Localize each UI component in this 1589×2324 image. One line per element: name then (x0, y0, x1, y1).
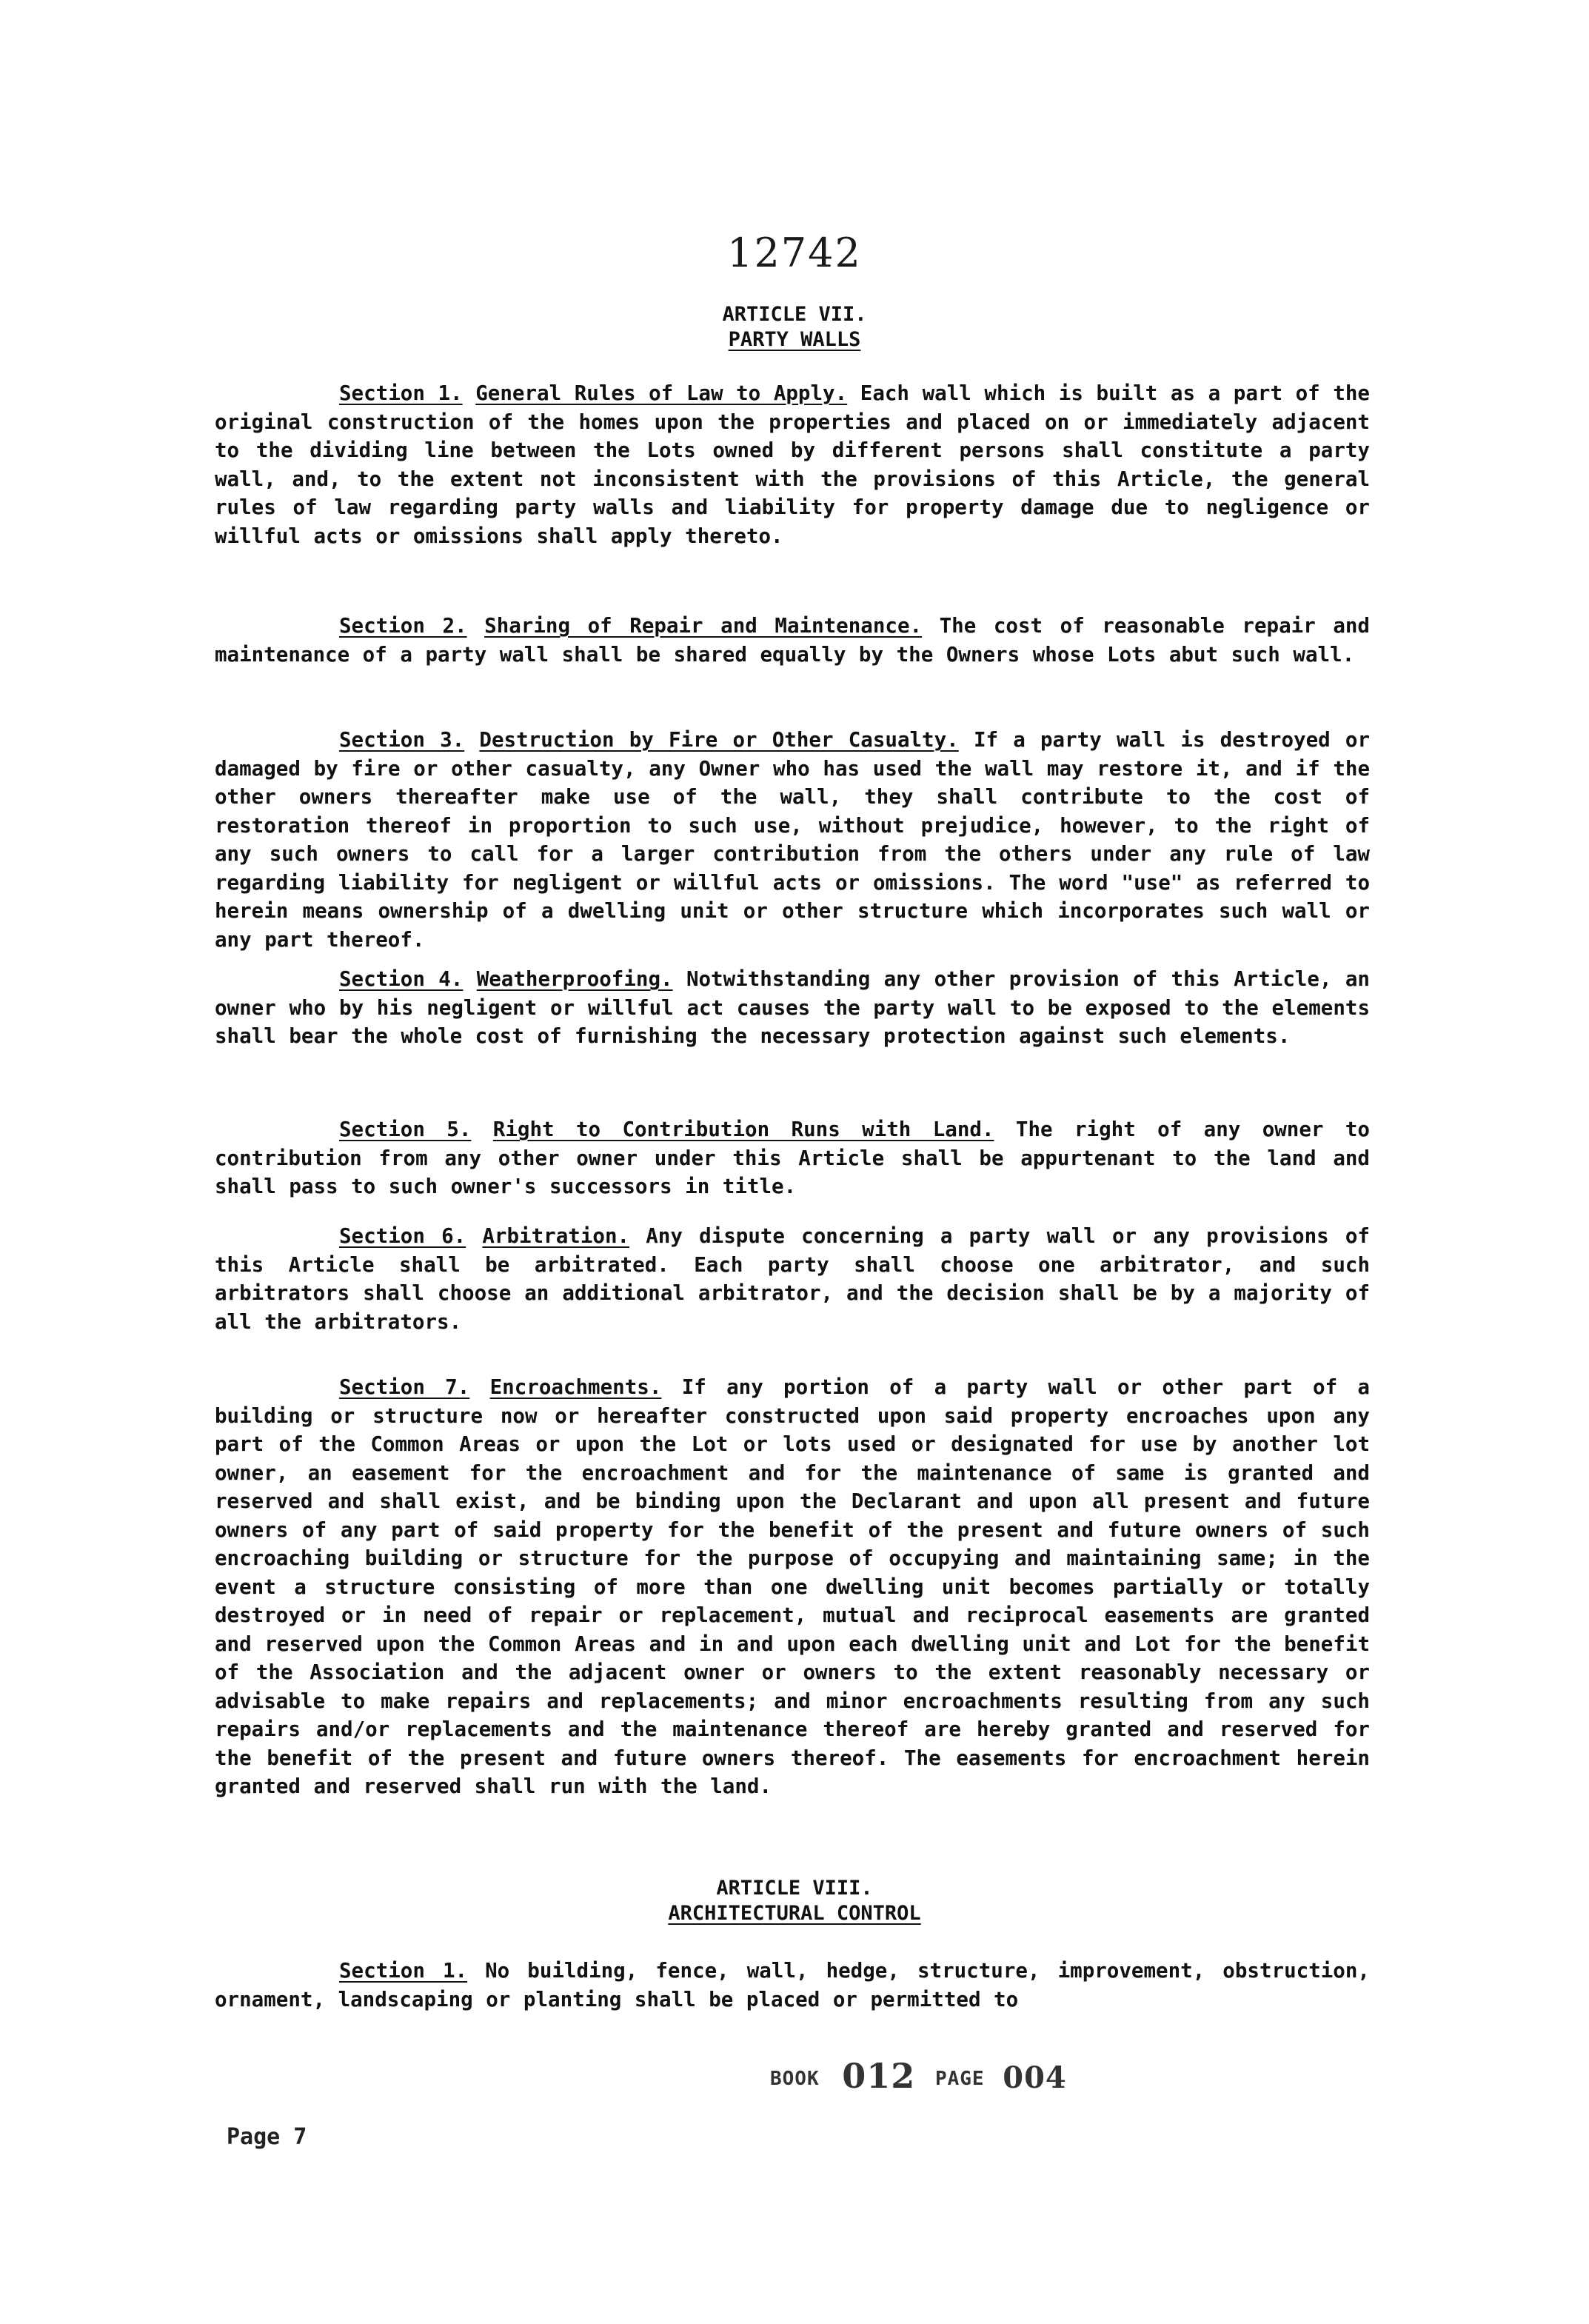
document-number: 12742 (727, 230, 862, 276)
article-7-title: ARTICLE VII. (722, 303, 867, 326)
section-title: Sharing of Repair and Maintenance. (484, 614, 923, 638)
section-title: Destruction by Fire or Other Casualty. (479, 728, 959, 752)
section-label: Section 2. (339, 614, 467, 638)
section-body: The right of any owner to contribution from any other owner under this Article shall be appurtenant to the land and shall pass to such owner's successors in title. (215, 1118, 1370, 1198)
article-7-section-2 (215, 612, 1370, 669)
book-number: 012 (842, 2056, 916, 2096)
section-body: If a party wall is destroyed or damaged by fire or other casualty, any Owner who has used the wall may restore it, and if the other owners thereafter make use of the wall, they shall contribute to the cost of restoration thereof in proportion to such use, without prejudice, however, to the right of any such owners to call for a larger contribution from the others under any rule of law regarding liability for negligent or willful acts or omissions. The word "use" as referred to herein means ownership of a dwelling unit or other structure which incorporates such wall or any part thereof. (215, 728, 1370, 952)
section-title: Right to Contribution Runs with Land. (492, 1118, 994, 1141)
section-title: Arbitration. (482, 1224, 630, 1248)
book-page-reference (770, 2056, 1067, 2096)
section-title: General Rules of Law to Apply. (475, 381, 848, 405)
section-title: Encroachments. (489, 1375, 662, 1399)
article-7-section-3 (215, 726, 1370, 954)
section-label: Section 7. (339, 1375, 470, 1399)
article-7-section-5 (215, 1115, 1370, 1201)
section-label: Section 6. (339, 1224, 466, 1248)
article-8-section-1 (215, 1957, 1370, 2014)
article-7-subtitle: PARTY WALLS (728, 328, 861, 351)
section-label: Section 1. (339, 1959, 468, 1983)
section-label: Section 3. (339, 728, 465, 752)
article-8-subtitle: ARCHITECTURAL CONTROL (668, 1902, 921, 1925)
section-body: If any portion of a party wall or other part of a building or structure now or hereafter constructed upon said property encroaches upon any part of the Common Areas or upon the Lot or lots used or designated for use by another lot owner, an easement for the encroachment and for the maintenance of same is granted and reserved and shall exist, and be binding upon the Declarant and upon all present and future owners of any part of said property for the benefit of the present and future owners of such encroaching building or structure for the purpose of occupying and maintaining same; in the event a structure consisting of more than one dwelling unit becomes partially or totally destroyed or in need of repair or replacement, mutual and reciprocal easements are granted and reserved upon the Common Areas and in and upon each dwelling unit and Lot for the benefit of the Association and the adjacent owner or owners to the extent reasonably necessary or advisable to make repairs and replacements; and minor encroachments resulting from any such repairs and/or replacements and the maintenance thereof are hereby granted and reserved for the benefit of the present and future owners thereof. The easements for encroachment herein granted and reserved shall run with the land. (215, 1375, 1370, 1798)
article-7-section-1 (215, 379, 1370, 550)
section-body: Notwithstanding any other provision of this Article, an owner who by his negligent or willful act causes the party wall to be exposed to the elements shall bear the whole cost of furnishing the necessary protection against such elements. (215, 967, 1370, 1048)
book-label: BOOK (770, 2068, 820, 2090)
article-7-section-6 (215, 1222, 1370, 1336)
section-body: The cost of reasonable repair and maintenance of a party wall shall be shared equally by the Owners whose Lots abut such wall. (215, 614, 1370, 667)
section-label: Section 4. (339, 967, 464, 991)
article-7-heading-block (0, 302, 1589, 353)
section-label: Section 5. (339, 1118, 472, 1141)
article-7-section-4 (215, 965, 1370, 1051)
page-footer-label: Page 7 (227, 2124, 307, 2150)
section-title: Weatherproofing. (476, 967, 673, 991)
article-8-title: ARTICLE VIII. (716, 1877, 873, 1900)
page-label: PAGE (934, 2068, 985, 2090)
section-body: Any dispute concerning a party wall or any provisions of this Article shall be arbitrated. Each party shall choose one arbitrator, and such arbitrators shall choose an additional arbitrator, and the decision shall be by a majority of all the arbitrators. (215, 1224, 1370, 1334)
section-body: Each wall which is built as a part of the original construction of the homes upon the properties and placed on or immediately adjacent to the dividing line between the Lots owned by different persons shall constitute a party wall, and, to the extent not inconsistent with the provisions of this Article, the general rules of law regarding party walls and liability for property damage due to negligence or willful acts or omissions shall apply thereto. (215, 381, 1370, 548)
section-body: No building, fence, wall, hedge, structure, improvement, obstruction, ornament, landscaping or planting shall be placed or permitted to (215, 1959, 1370, 2011)
article-7-section-7 (215, 1373, 1370, 1801)
section-label: Section 1. (339, 381, 463, 405)
article-8-heading-block (0, 1876, 1589, 1926)
page-number: 004 (1003, 2060, 1067, 2095)
